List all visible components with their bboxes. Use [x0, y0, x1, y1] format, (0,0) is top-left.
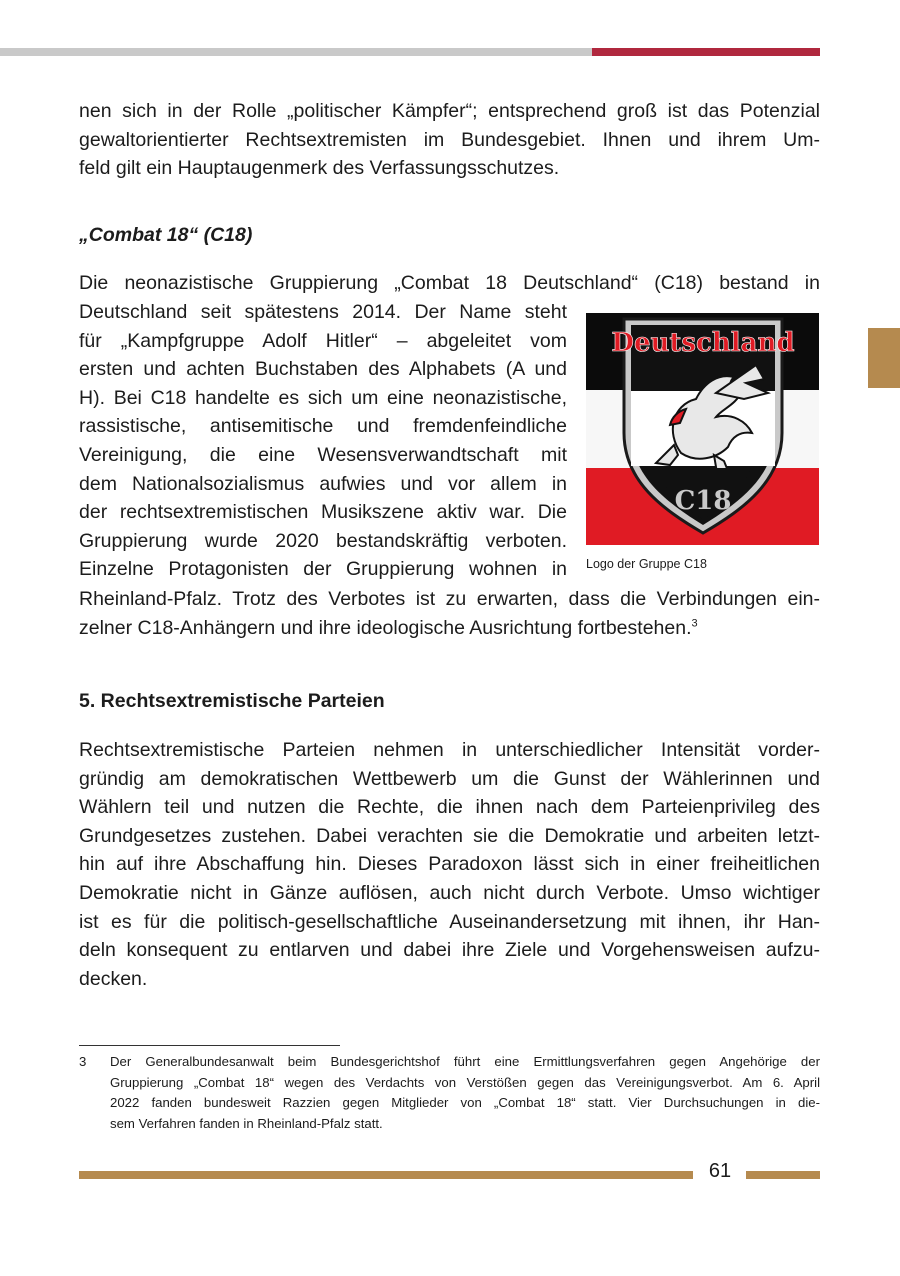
- footnote-number: 3: [79, 1054, 87, 1069]
- page-number: 61: [708, 1160, 732, 1182]
- c18-line: ersten und achten Buchstaben des Alphabets (A und: [79, 358, 567, 381]
- parteien-line: hin auf ihre Abschaffung hin. Dieses Paradoxon lässt sich in einer freiheitlichen: [79, 853, 820, 876]
- c18-line: Deutschland seit spätestens 2014. Der Name steht: [79, 301, 567, 323]
- c18-paragraph-first-line: [79, 269, 820, 298]
- c18-line: H). Bei C18 handelte es sich um eine neonazistische,: [79, 386, 567, 409]
- c18-line: dem Nationalsozialismus aufwies und vor allem in: [79, 472, 567, 495]
- c18-line: zelner C18-Anhängern und ihre ideologische Ausrichtung fortbestehen.$^3$: [79, 616, 698, 639]
- intro-line: nen sich in der Rolle „politischer Kämpfer“; entsprechend groß ist das Potenzial: [79, 100, 820, 122]
- c18-line: Gruppierung wurde 2020 bestandskräftig verboten.: [79, 529, 567, 552]
- footer-rule-right: [746, 1171, 820, 1179]
- logo-caption: Logo der Gruppe C18: [586, 557, 707, 571]
- parteien-line: deln konsequent zu entlarven und dabei ihre Ziele und Vorgehensweisen aufzu-: [79, 939, 820, 962]
- parteien-line: Rechtsextremistische Parteien nehmen in unterschiedlicher Intensität vorder-: [79, 739, 820, 761]
- c18-logo-svg: [586, 313, 819, 545]
- footnote-separator: [79, 1045, 340, 1046]
- section-heading: 5. Rechtsextremistische Parteien: [79, 690, 385, 712]
- c18-line: Vereinigung, die eine Wesensverwandtschaft mit: [79, 443, 567, 466]
- footnote-reference[interactable]: 3: [691, 617, 698, 630]
- c18-line: Rheinland-Pfalz. Trotz des Verbotes ist zu erwarten, dass die Verbindungen ein-: [79, 588, 820, 610]
- footnote-line: Der Generalbundesanwalt beim Bundesgerichtshof führt eine Ermittlungsverfahren gegen Angehörige der: [110, 1054, 820, 1069]
- footnote-text: [110, 1052, 820, 1134]
- c18-line: für „Kampfgruppe Adolf Hitler“ – abgeleitet vom: [79, 329, 567, 352]
- c18-heading: „Combat 18“ (C18): [79, 224, 253, 246]
- c18-logo-image: [586, 313, 819, 545]
- c18-line: der rechtsextremistischen Musikszene aktiv war. Die: [79, 501, 567, 524]
- intro-paragraph: [79, 97, 820, 183]
- parteien-paragraph: [79, 736, 820, 993]
- footnote-line: sem Verfahren fanden in Rheinland-Pfalz statt.: [110, 1115, 383, 1131]
- header-rule-red: [592, 48, 820, 56]
- footer-rule-left: [79, 1171, 693, 1179]
- logo-bottom-text: C18: [674, 486, 732, 516]
- parteien-line: ist es für die politisch-gesellschaftliche Auseinandersetzung mit ihnen, ihr Han-: [79, 910, 820, 933]
- chapter-side-tab: [868, 328, 900, 388]
- c18-paragraph-continued: [79, 585, 820, 642]
- footnote-line: 2022 fanden bundesweit Razzien gegen Mitglieder von „Combat 18“ statt. Vier Durchsuchungen in die-: [110, 1095, 820, 1110]
- parteien-line: gründig am demokratischen Wettbewerb um die Gunst der Wählerinnen und: [79, 767, 820, 790]
- c18-paragraph-wrapped: [79, 298, 567, 584]
- c18-line: Einzelne Protagonisten der Gruppierung wohnen in: [79, 558, 567, 581]
- footnote-line: Gruppierung „Combat 18“ wegen des Verdachts von Verstößen gegen das Vereinigungsverbot. Am 6. April: [110, 1074, 820, 1090]
- parteien-line: Grundgesetzes zustehen. Dabei verachten sie die Demokratie und arbeiten letzt-: [79, 824, 820, 847]
- logo-top-text: Deutschland: [611, 328, 795, 358]
- parteien-line: Demokratie nicht in Gänze auflösen, auch nicht durch Verbote. Umso wichtiger: [79, 881, 820, 904]
- c18-line: rassistische, antisemitische und fremdenfeindliche: [79, 415, 567, 438]
- intro-line: gewaltorientierter Rechtsextremisten im Bundesgebiet. Ihnen und ihrem Um-: [79, 128, 820, 151]
- header-rule-grey: [0, 48, 592, 56]
- parteien-line: decken.: [79, 967, 148, 990]
- parteien-line: Wählern teil und nutzen die Rechte, die ihnen nach dem Parteienprivileg des: [79, 796, 820, 819]
- c18-line: Die neonazistische Gruppierung „Combat 18 Deutschland“ (C18) bestand in: [79, 272, 820, 294]
- intro-line: feld gilt ein Hauptaugenmerk des Verfassungsschutzes.: [79, 157, 560, 180]
